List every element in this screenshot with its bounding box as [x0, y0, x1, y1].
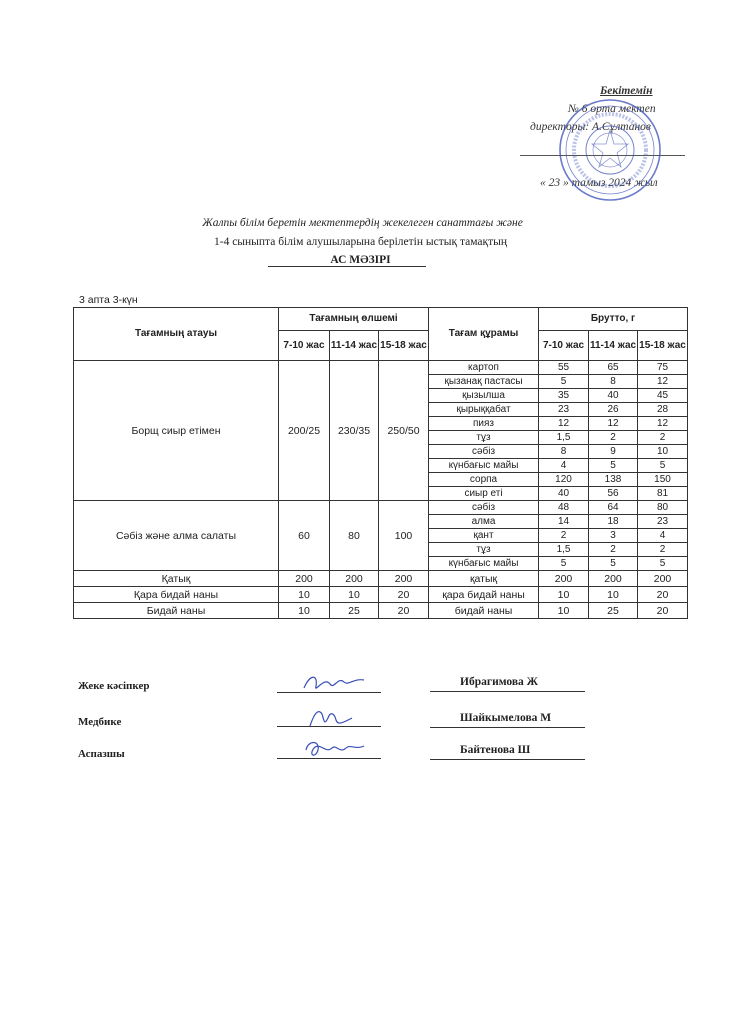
gross-value-cell: 1,5 [539, 431, 589, 445]
gross-value-cell: 56 [589, 487, 638, 501]
header-gross: Брутто, г [539, 308, 688, 331]
gross-value-cell: 80 [638, 501, 688, 515]
header-gross-age-11-14: 11-14 жас [589, 331, 638, 361]
portion-cell: 230/35 [330, 361, 379, 501]
approval-school: № 6 орта мектеп [568, 103, 656, 115]
official-seal-icon [558, 98, 662, 202]
table-row [74, 501, 688, 515]
dish-name-cell: Қара бидай наны [74, 587, 279, 603]
portion-cell: 25 [330, 603, 379, 619]
table-row [74, 571, 688, 587]
gross-value-cell: 10 [638, 445, 688, 459]
gross-value-cell: 12 [638, 417, 688, 431]
gross-value-cell: 4 [539, 459, 589, 473]
gross-value-cell: 10 [539, 603, 589, 619]
dish-name-cell: Борщ сиыр етімен [74, 361, 279, 501]
ingredient-name-cell: қызанақ пастасы [429, 375, 539, 389]
gross-value-cell: 200 [589, 571, 638, 587]
gross-value-cell: 10 [589, 587, 638, 603]
name-line-nurse [430, 727, 585, 728]
gross-value-cell: 23 [539, 403, 589, 417]
name-line-cook [430, 759, 585, 760]
gross-value-cell: 2 [638, 431, 688, 445]
gross-value-cell: 48 [539, 501, 589, 515]
ingredient-name-cell: күнбағыс майы [429, 459, 539, 473]
portion-cell: 200 [379, 571, 429, 587]
table-row [74, 587, 688, 603]
document-title-line2: 1-4 сыныпта білім алушыларына берілетін ыстық тамақтың [213, 236, 508, 248]
gross-value-cell: 28 [638, 403, 688, 417]
header-portion: Тағамның өлшемі [279, 308, 429, 331]
gross-value-cell: 40 [539, 487, 589, 501]
gross-value-cell: 23 [638, 515, 688, 529]
gross-value-cell: 5 [539, 375, 589, 389]
gross-value-cell: 18 [589, 515, 638, 529]
gross-value-cell: 20 [638, 603, 688, 619]
header-portion-age-15-18: 15-18 жас [379, 331, 429, 361]
signature-line-cook [277, 758, 381, 759]
gross-value-cell: 2 [638, 543, 688, 557]
ingredient-name-cell: қызылша [429, 389, 539, 403]
signature-name-entrepreneur: Ибрагимова Ж [460, 676, 539, 688]
portion-cell: 20 [379, 603, 429, 619]
gross-value-cell: 10 [539, 587, 589, 603]
gross-value-cell: 14 [539, 515, 589, 529]
signature-name-cook: Байтенова Ш [460, 744, 531, 756]
signature-role-cook: Аспазшы [78, 748, 125, 760]
ingredient-name-cell: қатық [429, 571, 539, 587]
gross-value-cell: 3 [589, 529, 638, 543]
ingredient-name-cell: картоп [429, 361, 539, 375]
gross-value-cell: 5 [638, 459, 688, 473]
portion-cell: 60 [279, 501, 330, 571]
gross-value-cell: 5 [589, 557, 638, 571]
ingredient-name-cell: қант [429, 529, 539, 543]
header-dish-name: Тағамның атауы [74, 308, 279, 361]
menu-table [73, 307, 688, 619]
gross-value-cell: 9 [589, 445, 638, 459]
gross-value-cell: 25 [589, 603, 638, 619]
gross-value-cell: 2 [589, 543, 638, 557]
header-gross-age-7-10: 7-10 жас [539, 331, 589, 361]
table-row [74, 361, 688, 375]
approval-director: директоры: А.Сұлтанов [530, 121, 651, 133]
gross-value-cell: 150 [638, 473, 688, 487]
gross-value-cell: 75 [638, 361, 688, 375]
gross-value-cell: 8 [589, 375, 638, 389]
portion-cell: 200 [279, 571, 330, 587]
portion-cell: 200/25 [279, 361, 330, 501]
gross-value-cell: 45 [638, 389, 688, 403]
ingredient-name-cell: пияз [429, 417, 539, 431]
signature-line-entrepreneur [277, 692, 381, 693]
dish-name-cell: Қатық [74, 571, 279, 587]
signature-name-nurse: Шайкымелова М [460, 712, 552, 724]
gross-value-cell: 12 [589, 417, 638, 431]
header-composition: Тағам құрамы [429, 308, 539, 361]
portion-cell: 10 [279, 603, 330, 619]
portion-cell: 10 [330, 587, 379, 603]
ingredient-name-cell: күнбағыс майы [429, 557, 539, 571]
portion-cell: 80 [330, 501, 379, 571]
gross-value-cell: 2 [539, 529, 589, 543]
ingredient-name-cell: қырыққабат [429, 403, 539, 417]
ingredient-name-cell: тұз [429, 431, 539, 445]
ingredient-name-cell: тұз [429, 543, 539, 557]
gross-value-cell: 200 [539, 571, 589, 587]
gross-value-cell: 12 [638, 375, 688, 389]
approval-date: « 23 » тамыз 2024 жыл [540, 177, 658, 189]
gross-value-cell: 65 [589, 361, 638, 375]
gross-value-cell: 120 [539, 473, 589, 487]
ingredient-name-cell: сиыр еті [429, 487, 539, 501]
approval-title: Бекітемін [600, 85, 653, 97]
portion-cell: 200 [330, 571, 379, 587]
signature-line-nurse [277, 726, 381, 727]
gross-value-cell: 5 [539, 557, 589, 571]
gross-value-cell: 4 [638, 529, 688, 543]
header-portion-age-7-10: 7-10 жас [279, 331, 330, 361]
dish-name-cell: Бидай наны [74, 603, 279, 619]
gross-value-cell: 64 [589, 501, 638, 515]
portion-cell: 250/50 [379, 361, 429, 501]
table-row [74, 603, 688, 619]
portion-cell: 20 [379, 587, 429, 603]
portion-cell: 100 [379, 501, 429, 571]
name-line-entrepreneur [430, 691, 585, 692]
title-underline [268, 266, 426, 267]
header-gross-age-15-18: 15-18 жас [638, 331, 688, 361]
gross-value-cell: 12 [539, 417, 589, 431]
ingredient-name-cell: қара бидай наны [429, 587, 539, 603]
gross-value-cell: 55 [539, 361, 589, 375]
gross-value-cell: 26 [589, 403, 638, 417]
ingredient-name-cell: сәбіз [429, 445, 539, 459]
gross-value-cell: 5 [589, 459, 638, 473]
ingredient-name-cell: сорпа [429, 473, 539, 487]
ingredient-name-cell: алма [429, 515, 539, 529]
header-portion-age-11-14: 11-14 жас [330, 331, 379, 361]
gross-value-cell: 8 [539, 445, 589, 459]
gross-value-cell: 2 [589, 431, 638, 445]
gross-value-cell: 40 [589, 389, 638, 403]
gross-value-cell: 1,5 [539, 543, 589, 557]
document-title-menu: АС МӘЗІРІ [330, 254, 391, 266]
gross-value-cell: 35 [539, 389, 589, 403]
gross-value-cell: 20 [638, 587, 688, 603]
menu-table-body [74, 361, 688, 619]
week-day-label: 3 апта 3-күн [79, 294, 138, 306]
document-title-line1: Жалпы білім беретін мектептердің жекелеген санаттағы және [202, 217, 523, 229]
gross-value-cell: 200 [638, 571, 688, 587]
signature-role-nurse: Медбике [78, 716, 122, 728]
gross-value-cell: 5 [638, 557, 688, 571]
gross-value-cell: 138 [589, 473, 638, 487]
ingredient-name-cell: бидай наны [429, 603, 539, 619]
signature-role-entrepreneur: Жеке кәсіпкер [78, 680, 150, 692]
gross-value-cell: 81 [638, 487, 688, 501]
dish-name-cell: Сәбіз және алма салаты [74, 501, 279, 571]
ingredient-name-cell: сәбіз [429, 501, 539, 515]
portion-cell: 10 [279, 587, 330, 603]
